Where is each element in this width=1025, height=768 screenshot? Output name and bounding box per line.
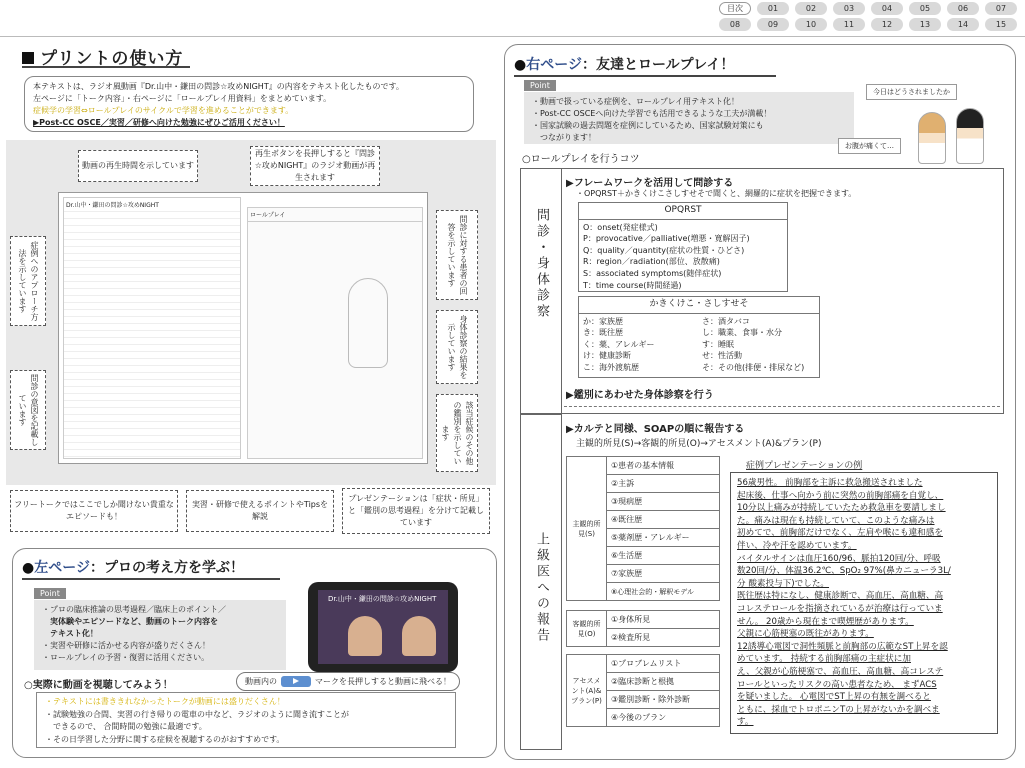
intro-line: 症候学の学習⇔ロールプレイのサイクルで学習を進めることができます。 <box>33 106 294 115</box>
s-label: 主観的所見(S) <box>567 457 607 601</box>
case-title: 症例プレゼンテーションの例 <box>746 461 863 471</box>
left-heading-rest: ：プロの考え方を学ぶ！ <box>89 560 244 576</box>
toc-button[interactable]: 目次 <box>719 2 751 15</box>
a-item: ②臨床診断と根拠 <box>607 673 720 691</box>
case-line: え、父親が心筋梗塞で、高血圧、高血糖、高コレステ <box>737 666 944 677</box>
case-line: 伴い、冷や汗を認めています。 <box>737 540 857 551</box>
kaki-item: く：薬、アレルギー <box>583 339 655 349</box>
sample-left-title: Dr.山中・鎌田の問診☆攻めNIGHT <box>64 198 240 211</box>
s-item: ②主訴 <box>607 475 720 493</box>
case-line: た。痛みは現在も持続していて、このような痛みは <box>737 515 935 526</box>
watch-tips <box>36 692 456 748</box>
case-line: ともに、採血でトロポニンTの上昇がないかを調べま <box>737 704 940 715</box>
case-line: バイタルサインは血圧160/96、脈拍120回/分、呼吸 <box>737 553 941 564</box>
framework-head: ▶フレームワークを活用して問診する <box>566 178 734 189</box>
case-line: コレステロールを指摘されているが治療は行っていま <box>737 603 943 614</box>
right-heading-rest: ：友達とロールプレイ！ <box>581 57 735 73</box>
page-link[interactable]: 14 <box>947 18 979 31</box>
video-thumbnail[interactable] <box>308 582 458 672</box>
watch-tip: ・その日学習した分野に関する症候を視聴するのがおすすめです。 <box>45 734 285 744</box>
opqrst-item: S：associated symptoms(随伴症状) <box>583 268 722 278</box>
callout-play-button: 再生ボタンを長押しすると『問診☆攻めNIGHT』のラジオ動画が再生されます <box>250 146 380 186</box>
page-link[interactable]: 06 <box>947 2 979 15</box>
kaki-item: し：職業、食事・水分 <box>702 328 782 338</box>
left-point-box <box>34 600 286 670</box>
left-heading-underline <box>22 578 280 580</box>
interview-label: 問診・身体診察 <box>534 208 549 320</box>
opqrst-box <box>578 202 788 292</box>
case-line: 父親に心筋梗塞の既往があります。 <box>737 629 874 640</box>
s-item: ①患者の基本情報 <box>607 457 720 475</box>
right-point-line: つながります！ <box>532 133 596 142</box>
kakikukeko-box <box>578 296 820 378</box>
opqrst-item: T：time course(時間経過) <box>583 280 682 290</box>
body-figure-icon <box>348 278 388 368</box>
right-heading-color: 右ページ <box>526 57 582 73</box>
s-item: ⑤薬剤歴・アレルギー <box>607 529 720 547</box>
patient-speech: お腹が痛くて… <box>838 138 901 154</box>
watch-tip: ・試験勉強の合間、実習の行き帰りの電車の中など、ラジオのように聞き流すことが <box>45 709 349 719</box>
callout-play-time: 動画の再生時間を示しています <box>78 150 198 182</box>
page-link[interactable]: 08 <box>719 18 751 31</box>
opqrst-title: OPQRST <box>579 203 787 220</box>
bubble-text: 動画内の <box>245 677 277 686</box>
callout-exam-result: 身体診察の結果を示しています <box>436 310 478 384</box>
play-icon[interactable] <box>281 676 311 687</box>
host-figure <box>348 616 382 656</box>
left-heading: ●左ページ：プロの考え方を学ぶ！ <box>22 560 244 576</box>
callout-diff-dx: 該当症候のその他の鑑別を示しています <box>436 394 478 472</box>
s-item: ⑧心理社会的・解釈モデル <box>607 583 720 601</box>
a-item: ③鑑別診断・除外診断 <box>607 691 720 709</box>
left-point-line: ・ロールプレイの予習・復習に活用ください。 <box>42 653 210 662</box>
sample-page-thumbnail <box>58 192 428 464</box>
kakikukeko-title: かきくけこ・さしすせそ <box>579 297 819 314</box>
page-link[interactable]: 07 <box>985 2 1017 15</box>
kaki-item: せ：性活動 <box>702 351 742 361</box>
case-line: 10分以上痛みが持続していたため救急車を要請しまし <box>737 503 946 514</box>
page-link[interactable]: 03 <box>833 2 865 15</box>
o-item: ①身体所見 <box>607 611 720 629</box>
sample-right-title: ロールプレイ <box>248 208 422 222</box>
s-item: ④既往歴 <box>607 511 720 529</box>
case-line: 12誘導心電図で洞性頻脈と前胸部の広範なST上昇を認 <box>737 641 948 652</box>
opqrst-item: O：onset(発症様式) <box>583 222 658 232</box>
exam-head: ▶鑑別にあわせた身体診察を行う <box>566 390 714 401</box>
case-line: 分 酸素投与下)でした。 <box>737 578 830 589</box>
case-line: 56歳男性。 前胸部を主訴に救急搬送されました <box>737 478 923 488</box>
opqrst-item: P：provocative／palliative(増悪・寛解因子) <box>583 234 750 244</box>
sample-right-page <box>247 207 423 459</box>
divider <box>564 406 1000 407</box>
case-line: す。 <box>737 717 754 728</box>
callout-patient-answer: 問診に対する患者の回答を示しています <box>436 210 478 300</box>
case-line: を疑いました。 心電図でST上昇の有無を調べると <box>737 692 931 703</box>
video-hint-bubble <box>236 672 460 691</box>
kaki-item: す：睡眠 <box>702 339 734 349</box>
opqrst-item: R：region／radiation(部位、放散痛) <box>583 257 720 267</box>
left-point-tag: Point <box>34 588 66 599</box>
page-link[interactable]: 09 <box>757 18 789 31</box>
page-nav <box>719 2 1017 31</box>
case-line: ロールといったリスクの高い患者なため、 まずACS <box>737 679 937 690</box>
case-presentation <box>730 472 998 734</box>
callout-approach: 症例へのアプローチ方法を示しています <box>10 236 46 326</box>
patient-figure <box>918 112 946 164</box>
intro-box <box>24 76 474 132</box>
soap-table <box>566 456 720 601</box>
callout-intent: 問診の意図を記載しています <box>10 370 46 450</box>
framework-sub: ・OPQRST＋かきくけこさしすせそで聞くと、網羅的に症状を把握できます。 <box>576 189 857 198</box>
page-link[interactable]: 13 <box>909 18 941 31</box>
host-figure <box>402 616 436 656</box>
left-point-line: 実体験やエピソードなど、動画のトーク内容を <box>42 617 218 626</box>
left-point-line: テキスト化！ <box>42 629 98 638</box>
soap-sub: 主観的所見(S)→客観的所見(O)→アセスメント(A)&プラン(P) <box>576 439 822 449</box>
doctor-figure <box>956 108 984 164</box>
o-item: ②検査所見 <box>607 629 720 647</box>
doctor-speech: 今日はどうされましたか <box>866 84 957 100</box>
case-line: めています。 持続する前胸部痛の主症状に加 <box>737 654 911 665</box>
kaki-item: さ：酒タバコ <box>702 316 750 326</box>
video-label: Dr.山中・鎌田の問診☆攻めNIGHT <box>328 595 437 603</box>
page-link[interactable]: 05 <box>909 2 941 15</box>
right-point-line: ・国家試験の過去問題を症例にしているため、国家試験対策にも <box>532 121 764 130</box>
right-point-box <box>524 92 854 144</box>
callout-presentation: プレゼンテーションは「症状・所見」と「鑑別の思考過程」を分けて記載しています <box>342 488 490 534</box>
watch-title: ○実際に動画を視聴してみよう！ <box>24 680 173 691</box>
right-point-line: ・動画で扱っている症例を、ロールプレイ用テキスト化！ <box>532 97 739 106</box>
s-item: ⑥生活歴 <box>607 547 720 565</box>
s-item: ③現病歴 <box>607 493 720 511</box>
case-line: 初めてで、前胸部だけでなく、左肩や喉にも違和感を <box>737 528 943 539</box>
watch-tip: できるので、 合間時間の勉強に最適です。 <box>45 722 207 731</box>
left-point-line: ・実習や研修に活かせる内容が盛りだくさん！ <box>42 641 210 650</box>
page-link[interactable]: 10 <box>795 18 827 31</box>
kaki-item: け：健康診断 <box>583 351 631 361</box>
bubble-text: マークを長押しすると動画に飛べる！ <box>315 677 451 686</box>
case-line: 起床後、仕事へ向かう前に突然の前胸部痛を自覚し、 <box>737 490 944 501</box>
page-link[interactable]: 15 <box>985 18 1017 31</box>
kaki-item: そ：その他(排便・排尿など) <box>702 362 805 372</box>
case-line: 数20回/分、体温36.2℃、SpO₂ 97%(鼻カニューラ3L/ <box>737 566 951 577</box>
watch-tip: ・テキストには書ききれなかったトークが動画には盛りだくさん！ <box>45 697 285 706</box>
kaki-item: き：既往歴 <box>583 328 623 338</box>
report-label: 上級医への報告 <box>534 532 549 644</box>
case-line: せん。 20歳から現在まで喫煙歴があります。 <box>737 616 914 627</box>
intro-line: 本テキストは、ラジオ風動画『Dr.山中・鎌田の問診☆攻めNIGHT』の内容をテキスト化したものです。 <box>33 82 404 91</box>
page-title: プリントの使い方 <box>22 44 183 69</box>
page-link[interactable]: 04 <box>871 2 903 15</box>
opqrst-item: Q：quality／quantity(症状の性質・ひどさ) <box>583 245 745 255</box>
right-heading: ●右ページ：友達とロールプレイ！ <box>514 57 735 73</box>
title-underline <box>22 66 190 68</box>
o-label: 客観的所見(O) <box>567 611 607 647</box>
ap-table <box>566 654 720 727</box>
a-label: アセスメント(A)&プラン(P) <box>567 655 607 727</box>
right-heading-underline <box>514 75 776 77</box>
s-item: ⑦家族歴 <box>607 565 720 583</box>
kaki-item: こ：海外渡航歴 <box>583 362 639 372</box>
intro-link[interactable]: ▶Post-CC OSCE／実習／研修へ向けた勉強にぜひご活用ください！ <box>33 118 285 127</box>
callout-free-talk: フリートークではここでしか聞けない貴重なエピソードも！ <box>10 490 178 532</box>
kaki-item: か：家族歴 <box>583 316 623 326</box>
a-item: ①プロブレムリスト <box>607 655 720 673</box>
page-link[interactable]: 12 <box>871 18 903 31</box>
left-point-line: ・プロの臨床推論の思考過程／臨床上のポイント／ <box>42 605 226 614</box>
o-table <box>566 610 720 647</box>
callout-tips: 実習・研修で使えるポイントやTipsを解説 <box>186 490 334 532</box>
intro-line: 左ページに「トーク内容」・右ページに「ロールプレイ用資料」をまとめています。 <box>33 94 332 103</box>
left-heading-color: 左ページ <box>34 560 90 576</box>
a-item: ④今後のプラン <box>607 709 720 727</box>
page-link[interactable]: 11 <box>833 18 865 31</box>
divider <box>0 36 1025 37</box>
page-link[interactable]: 01 <box>757 2 789 15</box>
right-point-tag: Point <box>524 80 556 91</box>
case-line: 既往歴は特になし、健康診断で、高血圧、高血糖、高 <box>737 591 944 602</box>
right-point-line: ・Post-CC OSCEへ向けた学習でも活用できるような工夫が満載！ <box>532 109 772 118</box>
soap-head: ▶カルテと同様、SOAPの順に報告する <box>566 424 745 435</box>
page-link[interactable]: 02 <box>795 2 827 15</box>
sample-left-page <box>63 197 241 459</box>
roleplay-tips-title: ○ロールプレイを行うコツ <box>522 154 640 165</box>
